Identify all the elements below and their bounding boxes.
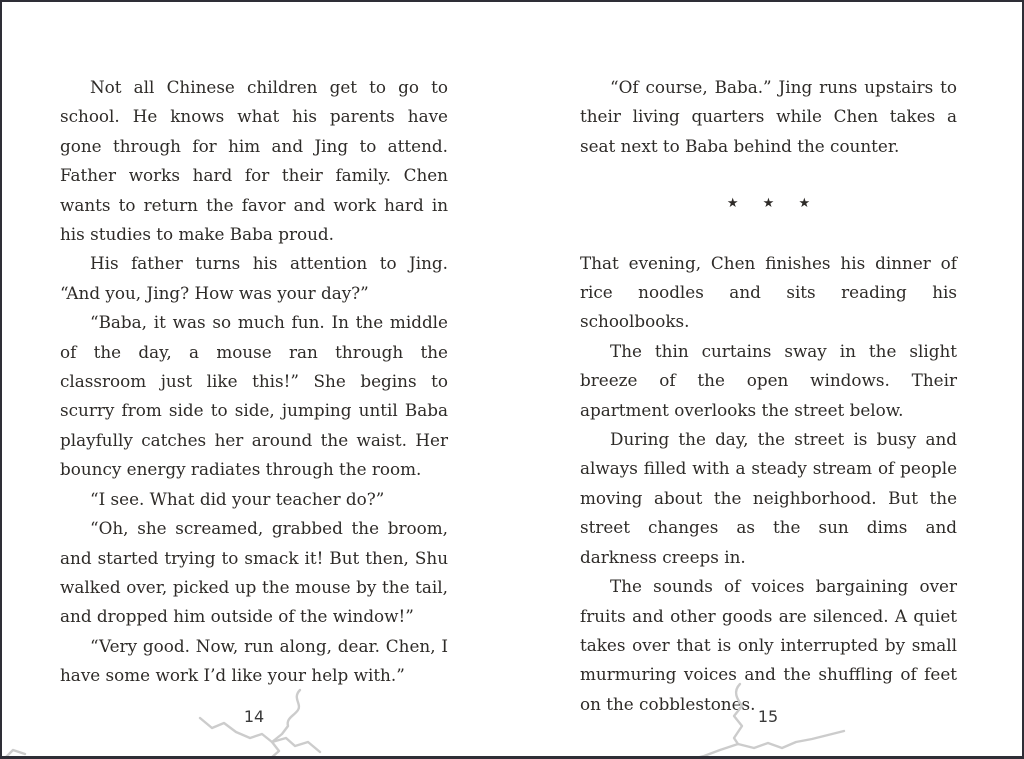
page-number-left: 14 (243, 707, 265, 726)
scene-break-stars: ★ ★ ★ (726, 196, 821, 212)
page-number-right: 15 (757, 707, 779, 726)
paragraph: “Very good. Now, run along, dear. Chen, I have some work I’d like your help with.” (60, 635, 448, 686)
paragraph: That evening, Chen finishes his dinner of rice noodles and sits reading his schoolbooks. (580, 252, 957, 332)
paragraph: “Oh, she screamed, grabbed the broom, and started trying to smack it! But then, Shu walked over, picked up the mouse by the tail, and dropped him outside of the window!” (60, 518, 448, 627)
paragraph: His father turns his attention to Jing. “And you, Jing? How was your day?” (60, 253, 448, 303)
crack-decoration-corner (3, 746, 29, 759)
paragraph: During the day, the street is busy and always filled with a steady stream of people moving about the neighborhood. But the street changes as the sun dims and darkness creeps in. (580, 429, 957, 567)
paragraph: “Of course, Baba.” Jing runs upstairs to their living quarters while Chen takes a seat next to Baba behind the counter. (580, 77, 957, 156)
left-page-text (60, 73, 448, 691)
paragraph: The thin curtains sway in the slight breeze of the open windows. Their apartment overlooks the street below. (580, 340, 957, 420)
paragraph: The sounds of voices bargaining over fruits and other goods are silenced. A quiet takes over that is only interrupted by small murmuring voices and the shuffling of feet on the cobblestones. (580, 576, 957, 714)
right-page-text (580, 73, 957, 719)
paragraph: “Baba, it was so much fun. In the middle of the day, a mouse ran through the classroom just like this!” She begins to scurry from side to side, jumping until Baba playfully catches her around the waist. Her bouncy energy radiates through the room. (60, 312, 448, 480)
paragraph: “I see. What did your teacher do?” (90, 488, 385, 509)
paragraph: Not all Chinese children get to go to school. He knows what his parents have gone through for him and Jing to attend. Father works hard for their family. Chen wants to return the favor and work hard in his studies to make Baba proud. (60, 77, 448, 245)
